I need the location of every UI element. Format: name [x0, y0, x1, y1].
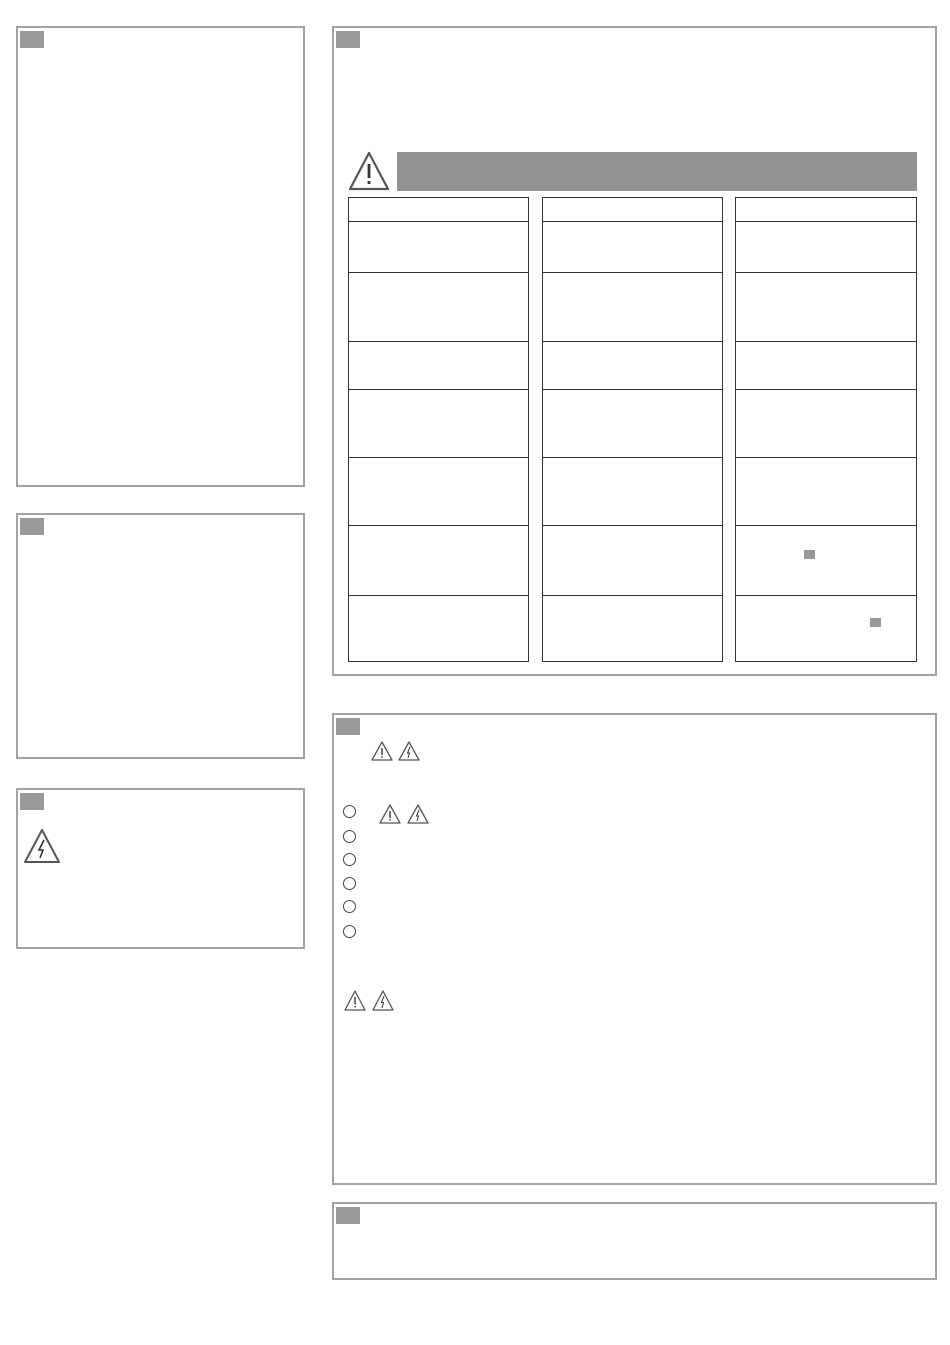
table-row — [543, 389, 722, 390]
circle-step-icon — [343, 900, 356, 913]
warning-triangle-icon — [379, 804, 401, 824]
section-tag — [20, 518, 44, 535]
section-tag — [20, 793, 44, 810]
table-row — [349, 272, 528, 273]
section-left-middle — [16, 513, 305, 759]
section-tag — [336, 31, 360, 48]
circle-step-icon — [343, 830, 356, 843]
circle-step-icon — [343, 805, 356, 818]
section-left-bottom — [16, 788, 305, 949]
section-tag — [20, 31, 44, 48]
electric-hazard-icon — [407, 804, 429, 824]
table-row — [543, 272, 722, 273]
table-row — [349, 389, 528, 390]
table-row — [349, 595, 528, 596]
section-right-top — [332, 26, 937, 676]
warning-banner — [397, 152, 917, 191]
table-row — [736, 457, 916, 458]
electric-hazard-icon — [372, 990, 394, 1011]
circle-step-icon — [343, 853, 356, 866]
electric-hazard-icon — [23, 828, 61, 864]
section-tag — [336, 718, 360, 735]
section-reference-marker — [804, 550, 815, 559]
table-row — [349, 221, 528, 222]
section-left-top — [16, 26, 305, 487]
table-column-2 — [542, 197, 723, 662]
table-row — [349, 341, 528, 342]
table-row — [543, 525, 722, 526]
circle-step-icon — [343, 877, 356, 890]
table-row — [543, 341, 722, 342]
warning-triangle-icon — [344, 990, 366, 1011]
table-row — [543, 221, 722, 222]
section-right-bottom — [332, 1202, 937, 1280]
table-row — [736, 389, 916, 390]
circle-step-icon — [343, 925, 356, 938]
table-row — [736, 272, 916, 273]
table-row — [349, 457, 528, 458]
warning-triangle-icon — [348, 151, 390, 191]
table-row — [736, 525, 916, 526]
table-column-1 — [348, 197, 529, 662]
table-column-3 — [735, 197, 917, 662]
table-row — [736, 221, 916, 222]
section-tag — [336, 1207, 360, 1224]
table-row — [736, 595, 916, 596]
electric-hazard-icon — [398, 741, 420, 761]
table-row — [736, 341, 916, 342]
warning-triangle-icon — [371, 741, 393, 761]
table-row — [349, 525, 528, 526]
section-reference-marker — [870, 618, 881, 627]
table-row — [543, 595, 722, 596]
section-right-middle — [332, 713, 937, 1185]
table-row — [543, 457, 722, 458]
